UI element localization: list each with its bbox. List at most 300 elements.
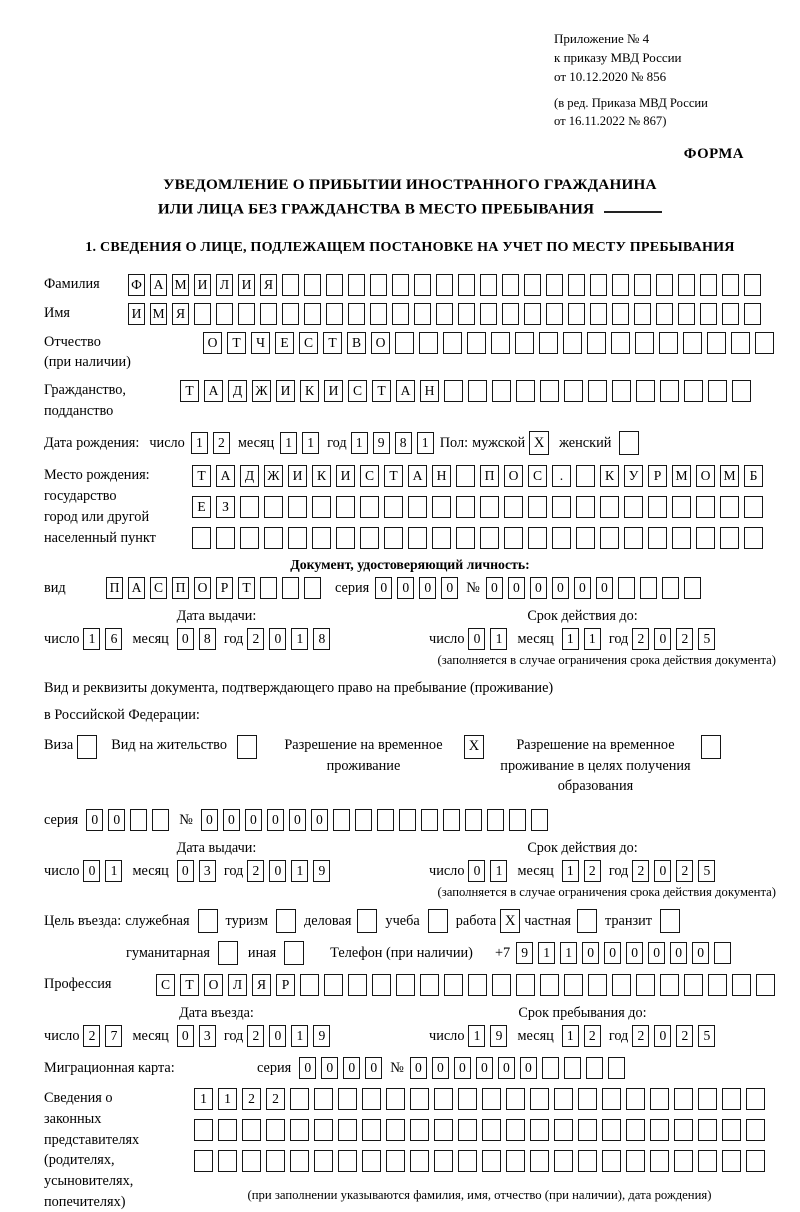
char-cell[interactable] <box>130 809 147 831</box>
char-cell[interactable] <box>218 1119 237 1141</box>
char-cell[interactable]: К <box>312 465 331 487</box>
char-cell[interactable] <box>600 496 619 518</box>
purpose-private-checkbox[interactable] <box>577 909 597 933</box>
char-cell[interactable]: 1 <box>280 432 297 454</box>
char-cell[interactable] <box>722 1119 741 1141</box>
purpose-other-checkbox[interactable] <box>284 941 304 965</box>
char-cell[interactable]: 5 <box>698 860 715 882</box>
char-cell[interactable] <box>242 1150 261 1172</box>
char-cell[interactable]: А <box>408 465 427 487</box>
char-cell[interactable]: 0 <box>654 628 671 650</box>
char-cell[interactable] <box>636 974 655 996</box>
char-cell[interactable] <box>432 496 451 518</box>
char-cell[interactable] <box>564 380 583 402</box>
char-cell[interactable]: З <box>216 496 235 518</box>
char-cell[interactable]: А <box>150 274 167 296</box>
char-cell[interactable] <box>696 527 715 549</box>
char-cell[interactable] <box>540 974 559 996</box>
char-cell[interactable] <box>708 974 727 996</box>
char-cell[interactable]: 0 <box>419 577 436 599</box>
char-cell[interactable] <box>360 527 379 549</box>
char-cell[interactable] <box>684 577 701 599</box>
char-cell[interactable]: И <box>238 274 255 296</box>
char-cell[interactable]: 7 <box>105 1025 122 1047</box>
char-cell[interactable] <box>698 1119 717 1141</box>
char-cell[interactable]: 2 <box>632 860 649 882</box>
char-cell[interactable] <box>480 303 497 325</box>
char-cell[interactable] <box>516 974 535 996</box>
char-cell[interactable]: 2 <box>676 1025 693 1047</box>
char-cell[interactable] <box>672 527 691 549</box>
char-cell[interactable]: М <box>172 274 189 296</box>
char-cell[interactable] <box>408 527 427 549</box>
char-cell[interactable]: 2 <box>247 628 264 650</box>
char-cell[interactable]: 0 <box>454 1057 471 1079</box>
char-cell[interactable] <box>482 1150 501 1172</box>
char-cell[interactable] <box>377 809 394 831</box>
char-cell[interactable]: 0 <box>530 577 547 599</box>
char-cell[interactable]: 0 <box>269 1025 286 1047</box>
char-cell[interactable]: 0 <box>596 577 613 599</box>
char-cell[interactable] <box>744 303 761 325</box>
char-cell[interactable]: У <box>624 465 643 487</box>
char-cell[interactable]: 0 <box>626 942 643 964</box>
char-cell[interactable]: 0 <box>289 809 306 831</box>
char-cell[interactable]: Ч <box>251 332 270 354</box>
char-cell[interactable] <box>698 1150 717 1172</box>
char-cell[interactable]: 1 <box>490 628 507 650</box>
char-cell[interactable]: 1 <box>562 1025 579 1047</box>
char-cell[interactable] <box>744 274 761 296</box>
char-cell[interactable] <box>608 1057 625 1079</box>
char-cell[interactable]: 1 <box>538 942 555 964</box>
char-cell[interactable]: И <box>336 465 355 487</box>
char-cell[interactable] <box>362 1150 381 1172</box>
char-cell[interactable] <box>626 1088 645 1110</box>
char-cell[interactable] <box>399 809 416 831</box>
char-cell[interactable] <box>746 1119 765 1141</box>
char-cell[interactable]: 1 <box>105 860 122 882</box>
char-cell[interactable] <box>326 303 343 325</box>
char-cell[interactable] <box>524 274 541 296</box>
char-cell[interactable]: Н <box>420 380 439 402</box>
char-cell[interactable] <box>684 380 703 402</box>
char-cell[interactable] <box>467 332 486 354</box>
char-cell[interactable] <box>636 380 655 402</box>
char-cell[interactable] <box>659 332 678 354</box>
char-cell[interactable]: С <box>360 465 379 487</box>
char-cell[interactable] <box>194 1150 213 1172</box>
char-cell[interactable] <box>602 1150 621 1172</box>
char-cell[interactable] <box>722 303 739 325</box>
char-cell[interactable] <box>304 303 321 325</box>
char-cell[interactable] <box>436 274 453 296</box>
char-cell[interactable]: С <box>156 974 175 996</box>
char-cell[interactable] <box>456 527 475 549</box>
char-cell[interactable]: М <box>720 465 739 487</box>
char-cell[interactable] <box>678 274 695 296</box>
char-cell[interactable]: 0 <box>108 809 125 831</box>
char-cell[interactable]: 0 <box>397 577 414 599</box>
temp-residence-education-checkbox[interactable] <box>701 735 721 759</box>
char-cell[interactable]: 0 <box>468 860 485 882</box>
char-cell[interactable]: 0 <box>552 577 569 599</box>
char-cell[interactable]: А <box>396 380 415 402</box>
char-cell[interactable]: Р <box>276 974 295 996</box>
purpose-tourism-checkbox[interactable] <box>276 909 296 933</box>
char-cell[interactable]: 0 <box>410 1057 427 1079</box>
char-cell[interactable] <box>530 1119 549 1141</box>
char-cell[interactable] <box>540 380 559 402</box>
char-cell[interactable] <box>348 274 365 296</box>
char-cell[interactable] <box>492 974 511 996</box>
char-cell[interactable]: Б <box>744 465 763 487</box>
char-cell[interactable]: О <box>696 465 715 487</box>
char-cell[interactable] <box>266 1150 285 1172</box>
char-cell[interactable]: О <box>504 465 523 487</box>
char-cell[interactable]: 1 <box>562 628 579 650</box>
char-cell[interactable] <box>672 496 691 518</box>
char-cell[interactable] <box>392 303 409 325</box>
char-cell[interactable] <box>539 332 558 354</box>
char-cell[interactable]: Ж <box>252 380 271 402</box>
char-cell[interactable]: 0 <box>508 577 525 599</box>
purpose-study-checkbox[interactable] <box>428 909 448 933</box>
char-cell[interactable]: П <box>106 577 123 599</box>
char-cell[interactable] <box>419 332 438 354</box>
char-cell[interactable] <box>290 1088 309 1110</box>
char-cell[interactable] <box>624 496 643 518</box>
char-cell[interactable]: Т <box>238 577 255 599</box>
char-cell[interactable] <box>414 303 431 325</box>
char-cell[interactable] <box>650 1150 669 1172</box>
char-cell[interactable]: 0 <box>498 1057 515 1079</box>
char-cell[interactable] <box>568 274 585 296</box>
char-cell[interactable] <box>576 527 595 549</box>
char-cell[interactable]: Д <box>240 465 259 487</box>
char-cell[interactable] <box>502 274 519 296</box>
char-cell[interactable] <box>266 1119 285 1141</box>
char-cell[interactable] <box>602 1088 621 1110</box>
char-cell[interactable] <box>640 577 657 599</box>
char-cell[interactable] <box>515 332 534 354</box>
char-cell[interactable]: 0 <box>177 1025 194 1047</box>
char-cell[interactable]: И <box>324 380 343 402</box>
char-cell[interactable] <box>516 380 535 402</box>
char-cell[interactable] <box>348 974 367 996</box>
char-cell[interactable]: А <box>216 465 235 487</box>
char-cell[interactable] <box>288 527 307 549</box>
char-cell[interactable] <box>458 1119 477 1141</box>
char-cell[interactable]: И <box>276 380 295 402</box>
char-cell[interactable]: Н <box>432 465 451 487</box>
char-cell[interactable]: 1 <box>302 432 319 454</box>
char-cell[interactable]: 2 <box>676 628 693 650</box>
char-cell[interactable] <box>578 1150 597 1172</box>
char-cell[interactable] <box>530 1150 549 1172</box>
char-cell[interactable] <box>260 577 277 599</box>
char-cell[interactable]: 0 <box>223 809 240 831</box>
char-cell[interactable]: 0 <box>299 1057 316 1079</box>
char-cell[interactable] <box>456 496 475 518</box>
char-cell[interactable]: 2 <box>247 1025 264 1047</box>
char-cell[interactable]: 0 <box>269 860 286 882</box>
char-cell[interactable] <box>420 974 439 996</box>
char-cell[interactable] <box>264 496 283 518</box>
char-cell[interactable] <box>707 332 726 354</box>
char-cell[interactable] <box>509 809 526 831</box>
char-cell[interactable] <box>384 496 403 518</box>
char-cell[interactable]: 2 <box>266 1088 285 1110</box>
char-cell[interactable]: 9 <box>313 860 330 882</box>
char-cell[interactable] <box>506 1088 525 1110</box>
char-cell[interactable] <box>542 1057 559 1079</box>
char-cell[interactable]: Р <box>648 465 667 487</box>
char-cell[interactable] <box>552 527 571 549</box>
char-cell[interactable]: Ф <box>128 274 145 296</box>
char-cell[interactable]: 0 <box>520 1057 537 1079</box>
char-cell[interactable] <box>674 1119 693 1141</box>
char-cell[interactable] <box>384 527 403 549</box>
char-cell[interactable]: 0 <box>468 628 485 650</box>
char-cell[interactable] <box>611 332 630 354</box>
char-cell[interactable]: О <box>204 974 223 996</box>
char-cell[interactable]: П <box>480 465 499 487</box>
char-cell[interactable]: 2 <box>242 1088 261 1110</box>
char-cell[interactable] <box>410 1088 429 1110</box>
char-cell[interactable]: 1 <box>191 432 208 454</box>
char-cell[interactable] <box>324 974 343 996</box>
char-cell[interactable]: 1 <box>291 628 308 650</box>
char-cell[interactable] <box>700 274 717 296</box>
char-cell[interactable]: 1 <box>560 942 577 964</box>
char-cell[interactable] <box>546 303 563 325</box>
char-cell[interactable]: 2 <box>632 1025 649 1047</box>
char-cell[interactable] <box>414 274 431 296</box>
char-cell[interactable] <box>432 527 451 549</box>
char-cell[interactable]: 2 <box>676 860 693 882</box>
char-cell[interactable] <box>336 527 355 549</box>
char-cell[interactable] <box>238 303 255 325</box>
char-cell[interactable] <box>698 1088 717 1110</box>
char-cell[interactable] <box>386 1119 405 1141</box>
char-cell[interactable] <box>304 274 321 296</box>
char-cell[interactable] <box>722 274 739 296</box>
char-cell[interactable] <box>362 1088 381 1110</box>
char-cell[interactable] <box>434 1088 453 1110</box>
char-cell[interactable] <box>612 380 631 402</box>
char-cell[interactable] <box>434 1119 453 1141</box>
char-cell[interactable] <box>731 332 750 354</box>
char-cell[interactable]: 6 <box>105 628 122 650</box>
char-cell[interactable]: 0 <box>269 628 286 650</box>
char-cell[interactable]: 1 <box>417 432 434 454</box>
purpose-work-checkbox[interactable]: X <box>500 909 520 933</box>
char-cell[interactable]: С <box>348 380 367 402</box>
char-cell[interactable] <box>722 1150 741 1172</box>
char-cell[interactable]: 1 <box>562 860 579 882</box>
char-cell[interactable] <box>264 527 283 549</box>
char-cell[interactable] <box>660 974 679 996</box>
char-cell[interactable] <box>386 1088 405 1110</box>
char-cell[interactable] <box>660 380 679 402</box>
sex-male-checkbox[interactable]: X <box>529 431 549 455</box>
char-cell[interactable] <box>392 274 409 296</box>
char-cell[interactable] <box>634 303 651 325</box>
char-cell[interactable]: 2 <box>632 628 649 650</box>
char-cell[interactable]: 0 <box>321 1057 338 1079</box>
char-cell[interactable] <box>492 380 511 402</box>
char-cell[interactable]: О <box>371 332 390 354</box>
char-cell[interactable]: 0 <box>343 1057 360 1079</box>
char-cell[interactable]: Ж <box>264 465 283 487</box>
char-cell[interactable] <box>260 303 277 325</box>
char-cell[interactable]: Т <box>192 465 211 487</box>
char-cell[interactable]: 0 <box>201 809 218 831</box>
char-cell[interactable]: Т <box>323 332 342 354</box>
char-cell[interactable] <box>590 274 607 296</box>
char-cell[interactable]: 0 <box>476 1057 493 1079</box>
char-cell[interactable] <box>300 974 319 996</box>
char-cell[interactable] <box>732 380 751 402</box>
char-cell[interactable] <box>618 577 635 599</box>
char-cell[interactable] <box>314 1150 333 1172</box>
visa-checkbox[interactable] <box>77 735 97 759</box>
char-cell[interactable]: 2 <box>247 860 264 882</box>
char-cell[interactable]: П <box>172 577 189 599</box>
char-cell[interactable]: М <box>150 303 167 325</box>
char-cell[interactable] <box>662 577 679 599</box>
char-cell[interactable] <box>290 1150 309 1172</box>
char-cell[interactable] <box>674 1088 693 1110</box>
purpose-official-checkbox[interactable] <box>198 909 218 933</box>
char-cell[interactable]: 1 <box>218 1088 237 1110</box>
char-cell[interactable] <box>216 303 233 325</box>
sex-female-checkbox[interactable] <box>619 431 639 455</box>
char-cell[interactable]: А <box>204 380 223 402</box>
char-cell[interactable] <box>746 1150 765 1172</box>
char-cell[interactable] <box>333 809 350 831</box>
char-cell[interactable]: Л <box>228 974 247 996</box>
char-cell[interactable]: Д <box>228 380 247 402</box>
char-cell[interactable] <box>326 274 343 296</box>
char-cell[interactable]: 5 <box>698 628 715 650</box>
char-cell[interactable]: Е <box>192 496 211 518</box>
char-cell[interactable] <box>480 496 499 518</box>
char-cell[interactable]: Т <box>180 380 199 402</box>
char-cell[interactable] <box>443 332 462 354</box>
char-cell[interactable]: 2 <box>584 860 601 882</box>
char-cell[interactable] <box>590 303 607 325</box>
char-cell[interactable] <box>612 303 629 325</box>
char-cell[interactable] <box>304 577 321 599</box>
char-cell[interactable] <box>436 303 453 325</box>
char-cell[interactable] <box>612 974 631 996</box>
char-cell[interactable]: 0 <box>654 1025 671 1047</box>
char-cell[interactable] <box>456 465 475 487</box>
char-cell[interactable]: 9 <box>490 1025 507 1047</box>
char-cell[interactable] <box>218 1150 237 1172</box>
char-cell[interactable]: 0 <box>432 1057 449 1079</box>
char-cell[interactable]: 0 <box>245 809 262 831</box>
char-cell[interactable]: 0 <box>375 577 392 599</box>
char-cell[interactable]: 0 <box>692 942 709 964</box>
char-cell[interactable] <box>282 274 299 296</box>
char-cell[interactable]: 0 <box>604 942 621 964</box>
char-cell[interactable] <box>696 496 715 518</box>
char-cell[interactable]: 1 <box>351 432 368 454</box>
char-cell[interactable]: 0 <box>365 1057 382 1079</box>
char-cell[interactable]: Р <box>216 577 233 599</box>
char-cell[interactable] <box>506 1150 525 1172</box>
char-cell[interactable]: В <box>347 332 366 354</box>
char-cell[interactable] <box>744 527 763 549</box>
char-cell[interactable] <box>546 274 563 296</box>
char-cell[interactable]: Т <box>372 380 391 402</box>
char-cell[interactable]: 8 <box>395 432 412 454</box>
char-cell[interactable] <box>576 465 595 487</box>
char-cell[interactable] <box>458 1150 477 1172</box>
char-cell[interactable] <box>314 1119 333 1141</box>
char-cell[interactable] <box>458 274 475 296</box>
char-cell[interactable]: 0 <box>441 577 458 599</box>
char-cell[interactable]: 0 <box>486 577 503 599</box>
char-cell[interactable] <box>314 1088 333 1110</box>
char-cell[interactable] <box>240 496 259 518</box>
char-cell[interactable] <box>554 1150 573 1172</box>
char-cell[interactable]: Я <box>252 974 271 996</box>
char-cell[interactable] <box>756 974 775 996</box>
char-cell[interactable] <box>192 527 211 549</box>
char-cell[interactable] <box>720 496 739 518</box>
char-cell[interactable] <box>421 809 438 831</box>
char-cell[interactable]: Т <box>180 974 199 996</box>
char-cell[interactable]: С <box>299 332 318 354</box>
char-cell[interactable]: И <box>288 465 307 487</box>
char-cell[interactable]: 3 <box>199 1025 216 1047</box>
char-cell[interactable]: Я <box>260 274 277 296</box>
char-cell[interactable] <box>648 496 667 518</box>
char-cell[interactable]: О <box>194 577 211 599</box>
char-cell[interactable] <box>568 303 585 325</box>
char-cell[interactable]: 0 <box>177 628 194 650</box>
char-cell[interactable] <box>552 496 571 518</box>
char-cell[interactable]: 9 <box>516 942 533 964</box>
char-cell[interactable] <box>564 1057 581 1079</box>
char-cell[interactable]: 2 <box>213 432 230 454</box>
char-cell[interactable]: 1 <box>584 628 601 650</box>
char-cell[interactable] <box>524 303 541 325</box>
char-cell[interactable] <box>480 274 497 296</box>
char-cell[interactable] <box>240 527 259 549</box>
char-cell[interactable] <box>626 1119 645 1141</box>
char-cell[interactable] <box>443 809 460 831</box>
char-cell[interactable]: 0 <box>177 860 194 882</box>
char-cell[interactable]: 8 <box>313 628 330 650</box>
char-cell[interactable]: 0 <box>574 577 591 599</box>
char-cell[interactable]: Л <box>216 274 233 296</box>
char-cell[interactable]: О <box>203 332 222 354</box>
char-cell[interactable] <box>530 1088 549 1110</box>
char-cell[interactable] <box>554 1119 573 1141</box>
char-cell[interactable] <box>482 1119 501 1141</box>
char-cell[interactable] <box>360 496 379 518</box>
char-cell[interactable] <box>444 974 463 996</box>
char-cell[interactable]: 0 <box>267 809 284 831</box>
char-cell[interactable]: К <box>300 380 319 402</box>
char-cell[interactable] <box>370 274 387 296</box>
char-cell[interactable] <box>635 332 654 354</box>
